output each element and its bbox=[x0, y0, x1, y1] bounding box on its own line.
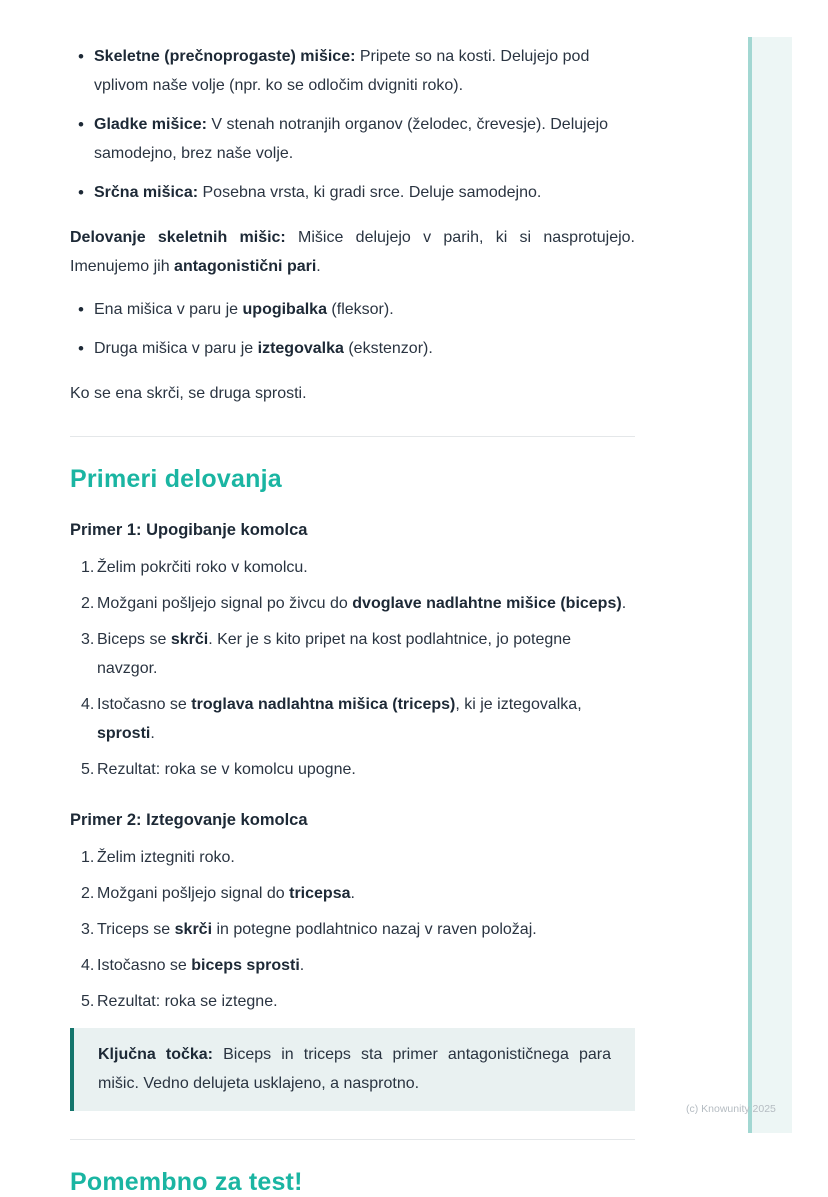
example2-steps-list bbox=[70, 843, 635, 1016]
document-content bbox=[70, 30, 635, 1197]
list-item: • Skeletne (prečnoprogaste) mišice: Pripete so na kosti. Delujejo pod vplivom naše volje (npr. ko se odločim dvigniti roko). bbox=[70, 42, 635, 100]
list-item: Možgani pošljejo signal do tricepsa. bbox=[97, 885, 355, 902]
side-accent-bar bbox=[748, 37, 792, 1133]
contraction-note-paragraph: Ko se ena skrči, se druga sprosti. bbox=[70, 385, 307, 402]
list-item: • Srčna mišica: Posebna vrsta, ki gradi srce. Deluje samodejno. bbox=[70, 178, 635, 207]
section-divider bbox=[70, 436, 635, 437]
examples-section-title: Primeri delovanja bbox=[70, 465, 282, 493]
list-item: Možgani pošljejo signal po živcu do dvoglave nadlahtne mišice (biceps). bbox=[97, 595, 627, 612]
example1-subtitle: Primer 1: Upogibanje komolca bbox=[70, 521, 308, 539]
test-section-title: Pomembno za test! bbox=[70, 1168, 303, 1196]
copyright-watermark: (c) Knowunity 2025 bbox=[686, 1103, 776, 1115]
list-item: Rezultat: roka se iztegne. bbox=[97, 993, 278, 1010]
skeletal-muscles-paragraph: Delovanje skeletnih mišic: Mišice delujejo v parih, ki si nasprotujejo. Imenujemo jih antagonistični pari. bbox=[70, 229, 636, 275]
list-item: • Gladke mišice: V stenah notranjih organov (želodec, črevesje). Delujejo samodejno, brez naše volje. bbox=[70, 110, 635, 168]
list-item: Želim iztegniti roko. bbox=[97, 849, 235, 866]
list-item: Triceps se skrči in potegne podlahtnico nazaj v raven položaj. bbox=[97, 921, 537, 938]
muscle-types-list bbox=[70, 42, 635, 207]
key-point-callout: Ključna točka: Biceps in triceps sta primer antagonističnega para mišic. Vedno delujeta usklajeno, a nasprotno. bbox=[70, 1028, 635, 1111]
section-divider bbox=[70, 1139, 635, 1140]
example2-subtitle: Primer 2: Iztegovanje komolca bbox=[70, 811, 308, 829]
list-item: Rezultat: roka se v komolcu upogne. bbox=[97, 761, 356, 778]
example1-steps-list bbox=[70, 553, 635, 784]
list-item: Istočasno se troglava nadlahtna mišica (triceps), ki je iztegovalka, sprosti. bbox=[97, 696, 582, 742]
list-item: • Ena mišica v paru je upogibalka (fleksor). bbox=[70, 295, 635, 324]
list-item: Biceps se skrči. Ker je s kito pripet na kost podlahtnice, jo potegne navzgor. bbox=[97, 631, 572, 677]
list-item: Želim pokrčiti roko v komolcu. bbox=[97, 559, 308, 576]
list-item: Istočasno se biceps sprosti. bbox=[97, 957, 305, 974]
antagonistic-pairs-list bbox=[70, 295, 635, 363]
list-item: • Druga mišica v paru je iztegovalka (ekstenzor). bbox=[70, 334, 635, 363]
